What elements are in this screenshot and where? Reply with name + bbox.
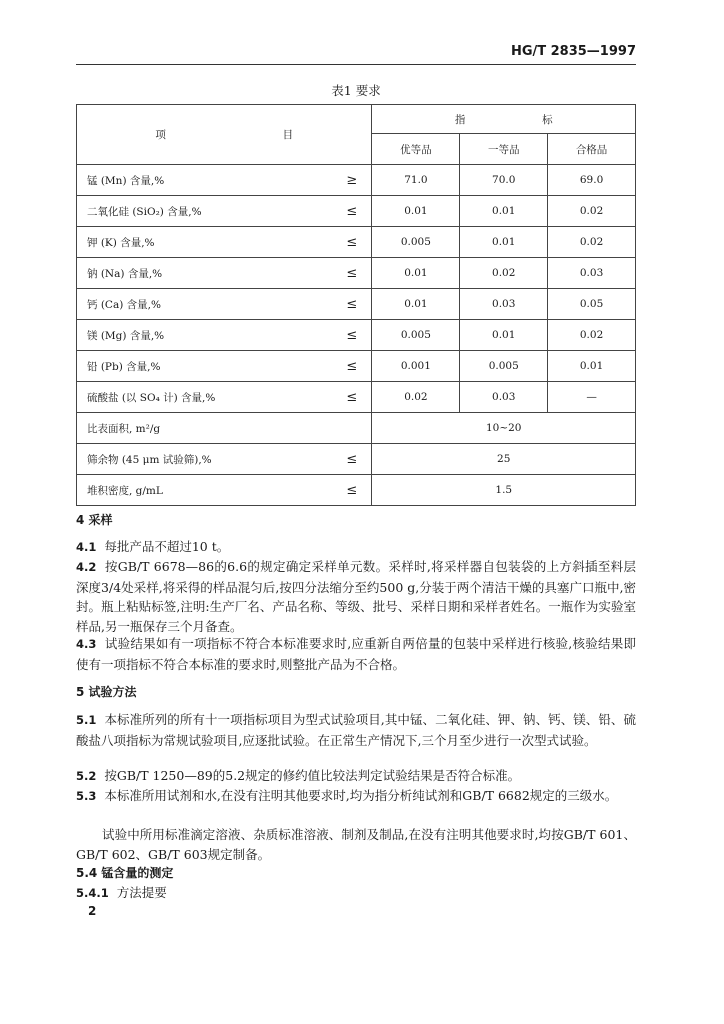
indicator-value: 0.001 [372,351,460,382]
header-item-char-1: 项 [155,129,166,141]
header-indicator-char-1: 指 [454,113,466,126]
table-row [77,351,636,382]
indicator-value: 0.01 [372,289,460,320]
table-row [77,444,636,475]
indicator-value: 0.005 [372,227,460,258]
indicator-value: 0.03 [548,258,636,289]
clause-4-1 [76,537,636,558]
clause-text: 按GB/T 1250—89的5.2规定的修约值比较法判定试验结果是否符合标准。 [104,768,521,783]
item-name: 堆积密度, g/mL [77,475,333,506]
clause-number: 4.3 [76,637,97,651]
table-row [77,320,636,351]
clause-4-2 [76,557,636,636]
item-name: 钾 (K) 含量,% [77,227,333,258]
item-name: 硫酸盐 (以 SO₄ 计) 含量,% [77,382,333,413]
indicator-value: 0.02 [372,382,460,413]
header-indicator-char-2: 标 [542,113,553,126]
clause-text: 方法提要 [116,885,167,900]
clause-number: 5.3 [76,789,97,803]
indicator-value: — [548,382,636,413]
header-divider [76,64,636,65]
table-row [77,382,636,413]
section-heading: 4 采样 [76,513,113,527]
clause-text: 试验中所用标准滴定溶液、杂质标准溶液、制剂及制品,在没有注明其他要求时,均按GB/T 601、GB/T 602、GB/T 603规定制备。 [76,827,636,862]
table-caption: 表1 要求 [331,83,381,98]
comparison-operator: ≤ [332,351,372,382]
comparison-operator: ≤ [332,320,372,351]
indicator-value: 0.01 [460,227,548,258]
indicator-value: 71.0 [372,165,460,196]
clause-number: 5.4.1 [76,886,109,900]
clause-5-4 [76,863,636,884]
indicator-value: 0.005 [372,320,460,351]
table-row [77,289,636,320]
indicator-value: 0.02 [548,227,636,258]
indicator-value: 69.0 [548,165,636,196]
table-row [77,196,636,227]
table-row [77,227,636,258]
header-item-cell [77,105,372,165]
indicator-value: 25 [372,444,636,475]
clause-text: 本标准所用试剂和水,在没有注明其他要求时,均为指分析纯试剂和GB/T 6682规定的三级水。 [104,788,618,803]
subsection-heading: 5.4 锰含量的测定 [76,866,174,880]
header-indicator-cell [372,105,636,134]
grade-header: 合格品 [548,134,636,165]
item-name: 锰 (Mn) 含量,% [77,165,333,196]
item-name: 钙 (Ca) 含量,% [77,289,333,320]
grade-header: 一等品 [460,134,548,165]
clause-number: 5.1 [76,713,97,727]
indicator-value: 0.01 [372,196,460,227]
comparison-operator: ≤ [332,444,372,475]
clause-text: 每批产品不超过10 t。 [104,539,230,554]
table-row [77,475,636,506]
indicator-value: 0.03 [460,289,548,320]
comparison-operator: ≤ [332,382,372,413]
comparison-operator: ≥ [332,165,372,196]
comparison-operator: ≤ [332,196,372,227]
clause-text: 本标准所列的所有十一项指标项目为型式试验项目,其中锰、二氧化硅、钾、钠、钙、镁、铅、硫酸盐八项指标为常规试验项目,应逐批试验。在正常生产情况下,三个月至少进行一次型式试验。 [76,712,636,748]
indicator-value: 0.02 [548,196,636,227]
table-row [77,413,636,444]
clause-5-3 [76,786,636,807]
clause-5-1 [76,710,636,750]
indicator-value: 0.01 [548,351,636,382]
indicator-value: 0.05 [548,289,636,320]
item-name: 比表面积, m²/g [77,413,333,444]
clause-number: 4.2 [76,560,97,574]
indicator-value: 0.01 [372,258,460,289]
clause-5-3-note [76,825,636,864]
indicator-value: 70.0 [460,165,548,196]
indicator-value: 10~20 [372,413,636,444]
indicator-value: 0.03 [460,382,548,413]
indicator-value: 0.005 [460,351,548,382]
item-name: 二氧化硅 (SiO₂) 含量,% [77,196,333,227]
section-heading: 5 试验方法 [76,685,137,699]
header-item-char-2: 目 [282,129,294,141]
indicator-value: 0.01 [460,196,548,227]
item-name: 钠 (Na) 含量,% [77,258,333,289]
table-row [77,165,636,196]
clause-text: 按GB/T 6678—86的6.6的规定确定采样单元数。采样时,将采样器自包装袋的上方斜插至料层深度3/4处采样,将采得的样品混匀后,按四分法缩分至约500 g,分装于两个清洁干燥的具塞广口瓶中,密封。瓶上粘贴标签,注明:生产厂名、产品名称、等级、批号、采样日期和采样者姓名。一瓶作为实验室样品,另一瓶保存三个月备查。 [76,559,636,634]
requirements-table [76,104,636,506]
comparison-operator [332,413,372,444]
comparison-operator: ≤ [332,289,372,320]
clause-4-3 [76,634,636,674]
clause-number: 5.2 [76,769,97,783]
indicator-value: 0.01 [460,320,548,351]
clause-5-2 [76,766,636,787]
indicator-value: 1.5 [372,475,636,506]
grade-header: 优等品 [372,134,460,165]
indicator-value: 0.02 [548,320,636,351]
section-5-title [76,682,636,703]
comparison-operator: ≤ [332,227,372,258]
standard-code: HG/T 2835—1997 [510,44,636,59]
item-name: 铅 (Pb) 含量,% [77,351,333,382]
indicator-value: 0.02 [460,258,548,289]
clause-number: 4.1 [76,540,97,554]
page-number: 2 [88,904,97,918]
table-header-row-1 [77,105,636,134]
section-4-title [76,510,636,531]
clause-text: 试验结果如有一项指标不符合本标准要求时,应重新自两倍量的包装中采样进行核验,核验结果即使有一项指标不符合本标准的要求时,则整批产品为不合格。 [76,636,637,672]
item-name: 筛余物 (45 μm 试验筛),% [77,444,333,475]
table-row [77,258,636,289]
item-name: 镁 (Mg) 含量,% [77,320,333,351]
comparison-operator: ≤ [332,475,372,506]
comparison-operator: ≤ [332,258,372,289]
clause-5-4-1 [76,883,636,904]
